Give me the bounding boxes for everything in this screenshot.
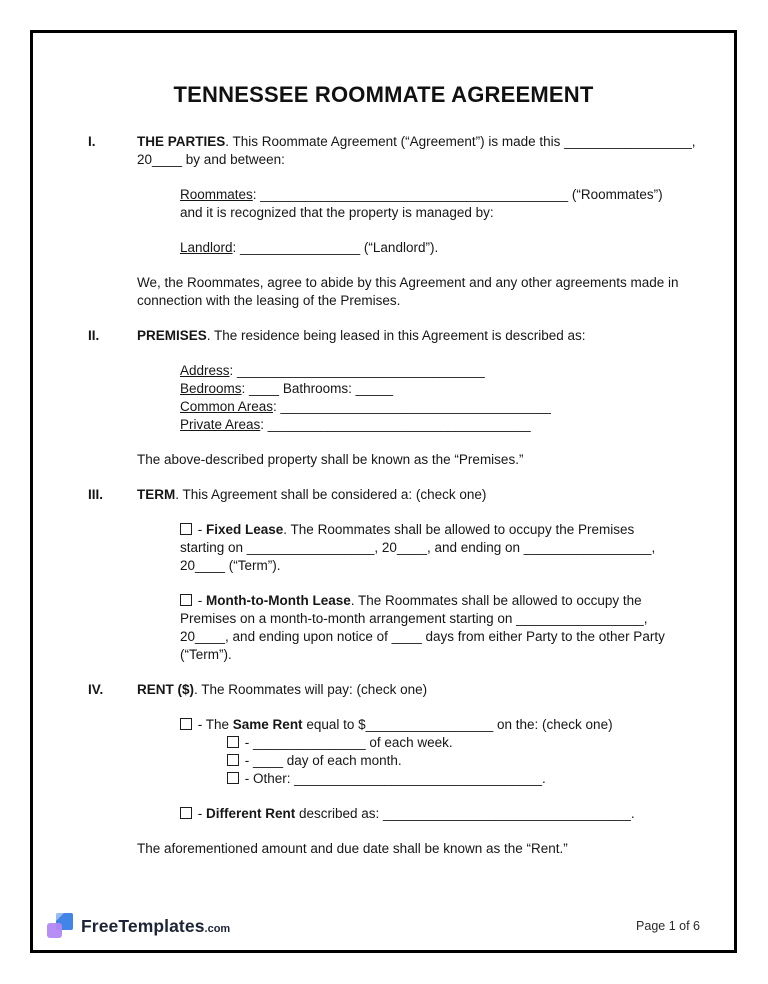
paragraph-text <box>137 486 700 504</box>
paragraph <box>137 451 700 469</box>
text-run: : _________________________________________ (“Roommates”) and it is recognized that the property is managed by: <box>180 187 663 220</box>
text-run: Same Rent <box>232 717 303 732</box>
text-run: . The residence being leased in this Agreement is described as: <box>206 328 586 343</box>
paragraph-text <box>137 840 697 858</box>
paragraph-text <box>180 362 674 380</box>
text-run: . The Roommates will pay: (check one) <box>194 682 428 697</box>
paragraph-text <box>137 681 700 699</box>
checkbox-icon <box>180 523 192 535</box>
paragraph-text <box>180 398 674 416</box>
text-run: - <box>194 593 206 608</box>
paragraph <box>180 416 700 434</box>
paragraph-text <box>137 451 697 469</box>
paragraph <box>180 716 700 734</box>
text-run: TERM <box>137 487 176 502</box>
document-body <box>33 133 734 858</box>
page-footer <box>47 912 700 940</box>
text-run: - Other: _________________________________. <box>241 771 546 786</box>
freetemplates-logo-icon <box>47 912 74 940</box>
document-page <box>30 30 737 953</box>
text-run: : _________________________________ <box>229 363 485 378</box>
text-run: - ____ day of each month. <box>241 753 402 768</box>
paragraph-text <box>180 592 674 664</box>
paragraph-text <box>180 380 674 398</box>
paragraph <box>227 734 700 752</box>
paragraph-text <box>137 133 700 169</box>
paragraph <box>180 186 700 222</box>
paragraph <box>137 274 700 310</box>
text-run: - <box>194 806 206 821</box>
checkbox-icon <box>180 718 192 730</box>
paragraph-text <box>227 770 700 788</box>
checkbox-icon <box>180 807 192 819</box>
paragraph <box>180 521 700 575</box>
paragraph <box>180 380 700 398</box>
text-run: - _______________ of each week. <box>241 735 453 750</box>
text-run: Bedrooms <box>180 381 242 396</box>
text-run: Common Areas <box>180 399 274 414</box>
document-title: TENNESSEE ROOMMATE AGREEMENT <box>173 82 594 107</box>
text-run: Roommates <box>180 187 253 202</box>
section-heading <box>88 681 700 699</box>
text-run: Fixed Lease <box>206 522 284 537</box>
text-run: . The Roommates shall be allowed to occupy the Premises on a month-to-month arrangement starting on _________________, 20____, and ending upon notice of ____ days from either Party to the other Party (“Term”). <box>180 593 665 662</box>
checkbox-icon <box>227 754 239 766</box>
paragraph-text <box>227 752 700 770</box>
paragraph <box>180 592 700 664</box>
text-run: : ____ Bathrooms: _____ <box>241 381 394 396</box>
checkbox-icon <box>180 594 192 606</box>
section-heading <box>88 133 700 169</box>
text-run: described as: _________________________________. <box>295 806 635 821</box>
section-numeral: I. <box>88 134 96 149</box>
text-run: PREMISES <box>137 328 207 343</box>
page-number: Page 1 of 6 <box>636 919 700 933</box>
text-run: The aforementioned amount and due date shall be known as the “Rent.” <box>137 841 568 856</box>
text-run: . The Roommates shall be allowed to occupy the Premises starting on _________________, 20____, and ending on _________________, 20____ (“Term”). <box>180 522 656 573</box>
paragraph-text <box>180 239 674 257</box>
text-run: THE PARTIES <box>137 134 226 149</box>
paragraph <box>180 362 700 380</box>
text-run: - <box>194 522 206 537</box>
section-numeral: IV. <box>88 682 104 697</box>
logo-purple-page-icon <box>47 923 62 938</box>
brand-name-text: FreeTemplates <box>81 915 205 936</box>
paragraph-text <box>180 805 674 823</box>
section-numeral: III. <box>88 487 104 502</box>
text-run: Private Areas <box>180 417 261 432</box>
paragraph <box>227 752 700 770</box>
text-run: Different Rent <box>206 806 296 821</box>
text-run: . This Agreement shall be considered a: (check one) <box>175 487 487 502</box>
paragraph <box>180 805 700 823</box>
brand-tld-text: .com <box>204 922 231 935</box>
paragraph <box>137 840 700 858</box>
text-run: . This Roommate Agreement (“Agreement”) is made this _________________, 20____ by and between: <box>137 134 696 167</box>
freetemplates-logo <box>47 912 230 940</box>
paragraph <box>180 398 700 416</box>
text-run: equal to $_________________ on the: (check one) <box>302 717 613 732</box>
section-heading <box>88 486 700 504</box>
text-run: : ___________________________________ <box>260 417 531 432</box>
text-run: : ____________________________________ <box>273 399 551 414</box>
paragraph <box>227 770 700 788</box>
text-run: The above-described property shall be known as the “Premises.” <box>137 452 524 467</box>
text-run: We, the Roommates, agree to abide by this Agreement and any other agreements made in connection with the leasing of the Premises. <box>137 275 679 308</box>
paragraph-text <box>180 416 674 434</box>
paragraph-text <box>180 716 674 734</box>
text-run: : ________________ (“Landlord”). <box>232 240 439 255</box>
paragraph-text <box>137 327 700 345</box>
checkbox-icon <box>227 772 239 784</box>
paragraph <box>180 239 700 257</box>
checkbox-icon <box>227 736 239 748</box>
text-run: Landlord <box>180 240 233 255</box>
paragraph-text <box>227 734 700 752</box>
section-numeral: II. <box>88 328 100 343</box>
text-run: Month-to-Month Lease <box>206 593 351 608</box>
paragraph-text <box>180 521 674 575</box>
paragraph-text <box>180 186 674 222</box>
text-run: Address <box>180 363 230 378</box>
section-heading <box>88 327 700 345</box>
paragraph-text <box>137 274 697 310</box>
text-run: RENT ($) <box>137 682 194 697</box>
text-run: - The <box>194 717 233 732</box>
brand-name <box>81 916 230 937</box>
